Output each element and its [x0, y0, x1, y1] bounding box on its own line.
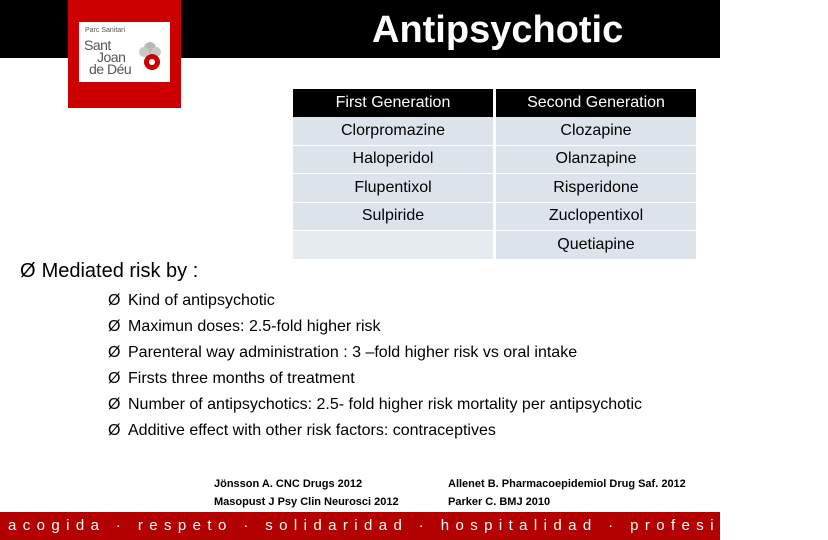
section-heading: [20, 260, 198, 283]
list-item: Ø Kind of antipsychotic: [108, 292, 275, 309]
reference-masopust: Masopust J Psy Clin Neurosci 2012: [214, 496, 399, 508]
list-item: Ø Number of antipsychotics: 2.5- fold higher risk mortality per antipsychotic: [108, 396, 642, 413]
reference-jonsson: Jönsson A. CNC Drugs 2012: [214, 478, 363, 490]
logo: [79, 22, 170, 82]
list-item: Ø Maximun doses: 2.5-fold higher risk: [108, 318, 381, 335]
list-item: Ø Parenteral way administration : 3 –fold higher risk vs oral intake: [108, 344, 578, 361]
table-cell: Quetiapine: [496, 231, 696, 260]
table-cell: Zuclopentixol: [496, 203, 696, 232]
risk-list: [108, 292, 668, 448]
arrow-bullet-icon: Ø: [108, 370, 121, 387]
arrow-bullet-icon: Ø: [108, 422, 121, 439]
arrow-bullet-icon: Ø: [108, 292, 121, 309]
table-row: [293, 174, 696, 203]
logo-text-park: Parc Sanitari: [85, 27, 126, 34]
table-cell: [293, 231, 493, 260]
header-second-generation: Second Generation: [496, 89, 696, 117]
page-title: Antipsychotic: [372, 9, 624, 51]
arrow-bullet-icon: Ø: [108, 318, 121, 335]
table-row: [293, 146, 696, 175]
logo-text-joan: Joan: [97, 49, 126, 65]
table-cell: Risperidone: [496, 174, 696, 203]
logo-text-deu: de Déu: [89, 61, 132, 77]
table-row: [293, 203, 696, 232]
logo-emblem-icon: [136, 38, 168, 74]
arrow-bullet-icon: Ø: [108, 396, 121, 413]
table-cell: Clorpromazine: [293, 117, 493, 146]
generation-table: [290, 89, 699, 260]
reference-parker: Parker C. BMJ 2010: [448, 496, 551, 508]
table-cell: Olanzapine: [496, 146, 696, 175]
arrow-bullet-icon: Ø: [108, 344, 121, 361]
table-cell: Clozapine: [496, 117, 696, 146]
arrow-bullet-icon: Ø: [20, 260, 36, 282]
reference-allenet: Allenet B. Pharmacoepidemiol Drug Saf. 2012: [448, 478, 686, 490]
table-row: [293, 231, 696, 260]
list-item: Ø Additive effect with other risk factors: contraceptives: [108, 422, 496, 439]
section-heading-text: Mediated risk by :: [41, 260, 199, 282]
logo-text-sant: Sant: [84, 37, 111, 53]
table-cell: Sulpiride: [293, 203, 493, 232]
table-row: [293, 117, 696, 146]
header-first-generation: First Generation: [293, 89, 493, 117]
table-cell: Flupentixol: [293, 174, 493, 203]
list-item: Ø Firsts three months of treatment: [108, 370, 355, 387]
footer-banner: acogida · respeto · solidaridad · hospitalidad · profesionalidad: [0, 512, 720, 540]
table-cell: Haloperidol: [293, 146, 493, 175]
